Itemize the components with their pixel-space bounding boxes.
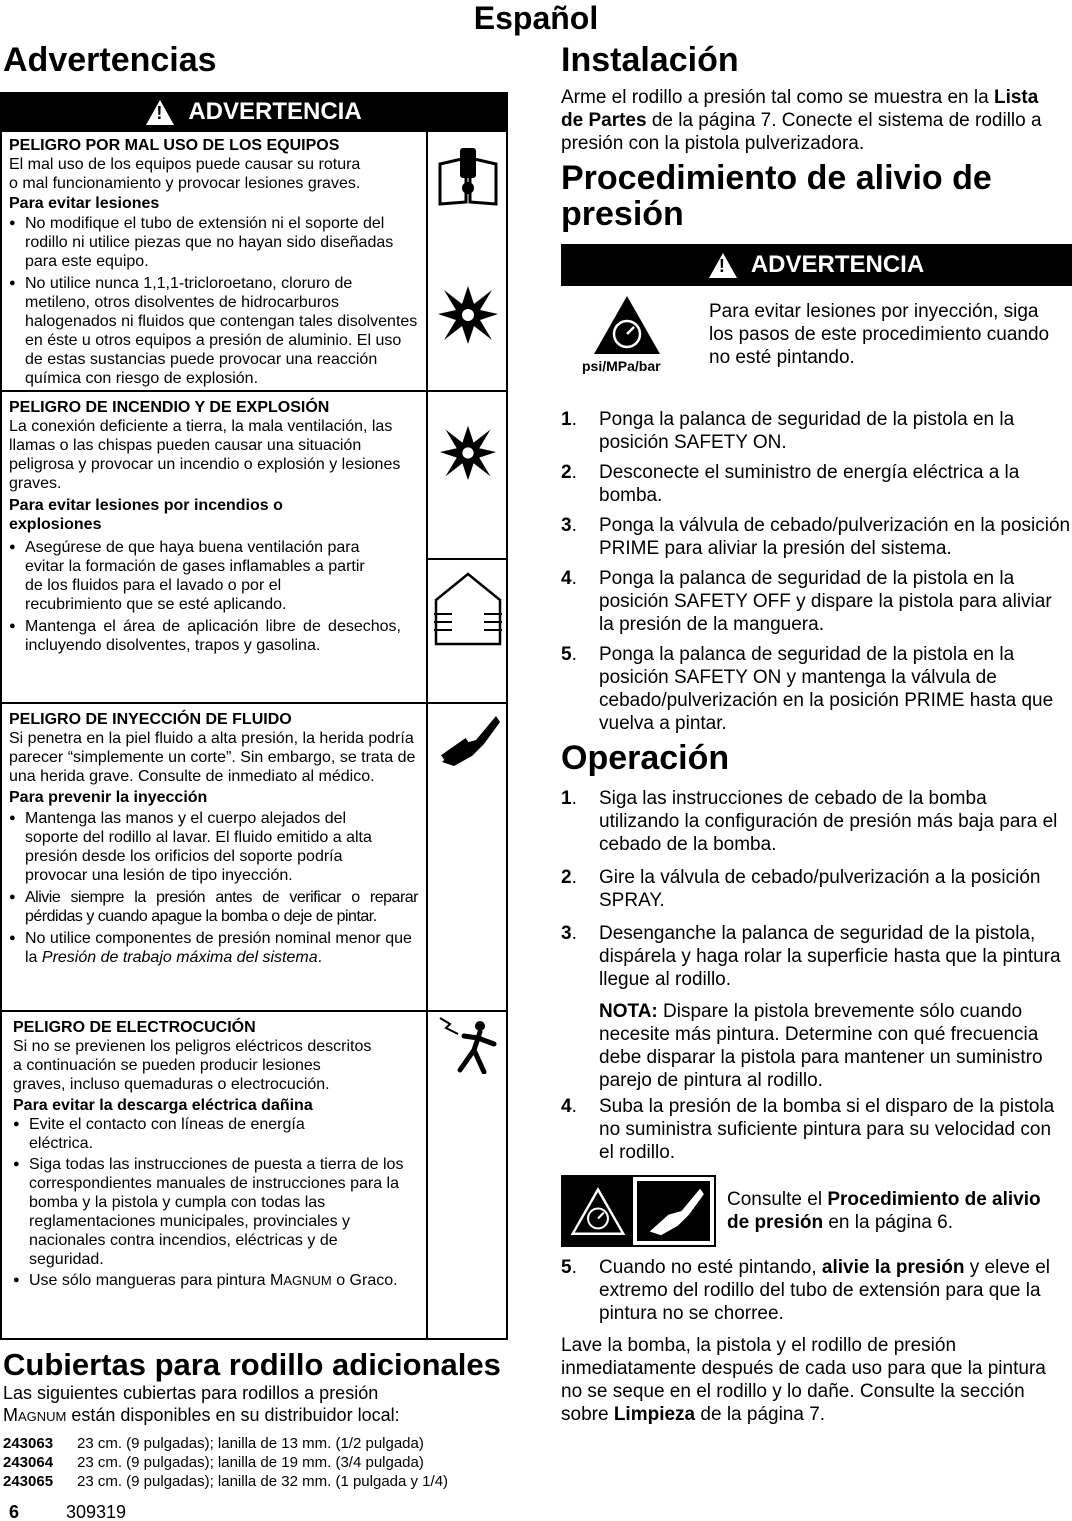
relief-banner-label: ADVERTENCIA — [750, 251, 925, 278]
pressure-gauge-icon — [569, 1185, 627, 1237]
explosion-icon — [436, 282, 500, 346]
injection-subtitle: Para prevenir la inyección — [9, 789, 208, 806]
injection-icon-panel — [637, 1181, 710, 1241]
operation-step: 2. Gire la válvula de cebado/pulverización a la posición SPRAY. — [561, 867, 1041, 911]
page-number: 6 — [9, 1502, 20, 1521]
electrocution-icons — [426, 1012, 506, 1338]
electro-text: Si no se previenen los peligros eléctricos descritos a continuación se pueden producir lesiones graves, incluso quemaduras o electrocución. — [13, 1038, 372, 1093]
warning-banner — [0, 92, 508, 132]
operation-steps — [561, 787, 1071, 991]
relief-steps — [561, 408, 1071, 742]
part-row: 243065 23 cm. (9 pulgadas); lanilla de 32 mm. (1 pulgada y 1/4) — [3, 1473, 449, 1490]
misuse-text-1: El mal uso de los equipos puede causar su rotura — [9, 156, 361, 173]
operation-note: NOTA: Dispare la pistola brevemente sólo cuando necesite más pintura. Determine con qué frecuencia debe disparar la pistola para mantener un suministro parejo de pintura al rodillo. — [599, 1001, 1043, 1091]
operation-steps-cont — [561, 1095, 1071, 1171]
injection-title: PELIGRO DE INYECCIÓN DE FLUIDO — [9, 711, 292, 728]
warning-banner-label: ADVERTENCIA — [188, 98, 362, 125]
relief-warning-banner — [561, 244, 1072, 286]
part-row: 243064 23 cm. (9 pulgadas); lanilla de 19 mm. (3/4 pulgada) — [3, 1454, 424, 1471]
fire-bullet-1: ● Asegúrese de que haya buena ventilación para evitar la formación de gases inflamables a partir de los fluidos para el lavado o por el recubrimiento que se esté aplicando. — [9, 538, 377, 614]
injection-hazard-section — [2, 704, 506, 1012]
injection-bullet-2: ● Alivie siempre la presión antes de verificar o reparar pérdidas y cuando apague la bomba o deje de pintar. — [9, 888, 418, 926]
pressure-icon-panel — [563, 1177, 633, 1245]
electro-bullet-3: ● Use sólo mangueras para pintura MAGNUM o Graco. — [13, 1271, 405, 1290]
relief-step: 4. Ponga la palanca de seguridad de la pistola en la posición SAFETY OFF y dispare la pistola para aliviar la presión de la manguera. — [561, 568, 1052, 635]
injection-text: Si penetra en la piel fluido a alta presión, la herida podría parecer “simplemente un corte”. Sin embargo, se trata de una herida grave. Consulte de inmediato al médico. — [9, 730, 416, 785]
pressure-units-label: psi/MPa/bar — [582, 358, 661, 374]
fire-bullet-2: ● Mantenga el área de aplicación libre de desechos, incluyendo disolventes, trapos y gasolina. — [9, 617, 401, 655]
operation-step: 4. Suba la presión de la bomba si el disparo de la pistola no suministra suficiente pintura para su velocidad con el rodillo. — [561, 1096, 1055, 1163]
reference-icons-box — [561, 1175, 716, 1247]
misuse-title: PELIGRO POR MAL USO DE LOS EQUIPOS — [9, 137, 340, 154]
injection-bullet-3: ● No utilice componentes de presión nominal menor que la Presión de trabajo máxima del sistema. — [9, 929, 418, 967]
operation-step: 3. Desenganche la palanca de seguridad de la pistola, dispárela y haga rolar la superficie hasta que la pintura llegue al rodillo. — [561, 923, 1061, 990]
cleanup-text: Lave la bomba, la pistola y el rodillo de presión inmediatamente después de cada uso para que la pintura no se seque en el rodillo y lo dañe. Consulte la sección sobre Limpieza de la página 7. — [561, 1335, 1046, 1425]
electro-title: PELIGRO DE ELECTROCUCIÓN — [13, 1019, 256, 1036]
relief-heading: Procedimiento de alivio de presión — [561, 159, 992, 233]
injection-icons — [426, 704, 506, 1010]
fire-icons — [426, 392, 506, 702]
hand-injection-icon — [432, 710, 504, 770]
document-number: 309319 — [66, 1502, 127, 1521]
hand-injection-icon — [640, 1183, 708, 1239]
misuse-bullet-1: ● No modifique el tubo de extensión ni el soporte del rodillo ni utilice piezas que no hayan sido diseñadas para este equipo. — [9, 214, 418, 271]
warnings-heading: Advertencias — [3, 41, 217, 79]
misuse-hazard-section — [2, 132, 506, 392]
fire-title: PELIGRO DE INCENDIO Y DE EXPLOSIÓN — [9, 399, 330, 416]
relief-step: 3. Ponga la válvula de cebado/pulverización en la posición PRIME para aliviar la presión del sistema. — [561, 515, 1071, 559]
warning-triangle-icon — [709, 253, 737, 278]
relief-note: Para evitar lesiones por inyección, siga los pasos de este procedimiento cuando no esté pintando. — [709, 301, 1050, 368]
part-row: 243063 23 cm. (9 pulgadas); lanilla de 13 mm. (1/2 pulgada) — [3, 1435, 424, 1452]
misuse-icons — [426, 132, 506, 390]
fire-text: La conexión deficiente a tierra, la mala ventilación, las llamas o las chispas pueden causar una situación peligrosa y provocar un incendio o explosión y lesiones graves. — [9, 418, 401, 492]
explosion-icon — [438, 422, 498, 482]
fire-subtitle: Para evitar lesiones por incendios o explosiones — [9, 497, 283, 533]
reference-text: Consulte el Procedimiento de alivio de presión en la página 6. — [727, 1189, 1041, 1233]
install-text: Arme el rodillo a presión tal como se muestra en la Lista de Partes de la página 7. Conecte el sistema de rodillo a presión con la pistola pulverizadora. — [561, 87, 1042, 154]
operation-step: 5. Cuando no esté pintando, alivie la presión y eleve el extremo del rodillo del tubo de extensión para que la pintura no se chorree. — [561, 1257, 1051, 1324]
injection-bullet-1: ● Mantenga las manos y el cuerpo alejados del soporte del rodillo al lavar. El fluido emitido a alta presión desde los orificios del soporte podría provocar una lesión de tipo inyección. — [9, 809, 401, 885]
misuse-bullet-2: ● No utilice nunca 1,1,1-tricloroetano, cloruro de metileno, otros disolventes de hidrocarburos halogenados ni fluidos que contengan tales disolventes en éste u otros equipos a presión de aluminio. El uso de estas sustancias puede provocar una reacción química con riesgo de explosión. — [9, 274, 418, 388]
ventilation-icon — [432, 570, 504, 648]
operation-steps-final — [561, 1256, 1071, 1332]
operation-step: 1. Siga las instrucciones de cebado de la bomba utilizando la configuración de presión más baja para el cebado de la bomba. — [561, 788, 1058, 855]
page-language-title: Español — [473, 0, 599, 36]
electro-bullet-1: ● Evite el contacto con líneas de energía eléctrica. — [13, 1115, 357, 1153]
covers-parts-list — [3, 1434, 503, 1491]
pressure-gauge-icon — [592, 294, 662, 356]
operation-heading: Operación — [561, 739, 730, 777]
misuse-text-2: o mal funcionamiento y provocar lesiones graves. — [9, 175, 361, 192]
misuse-subtitle: Para evitar lesiones — [9, 195, 160, 212]
electrocution-hazard-section — [2, 1012, 506, 1338]
warnings-table — [0, 132, 508, 1340]
read-manual-icon — [436, 146, 500, 206]
relief-step: 2. Desconecte el suministro de energía eléctrica a la bomba. — [561, 462, 1020, 506]
electrocution-icon — [436, 1014, 500, 1074]
install-heading: Instalación — [561, 41, 739, 79]
warning-triangle-icon — [146, 100, 174, 125]
electro-bullet-2: ● Siga todas las instrucciones de puesta a tierra de los correspondientes manuales de instrucciones para la bomba y la pistola y cumpla con todas las reglamentaciones municipales, provinciales y nacionales contra incendios, eléctricas y de seguridad. — [13, 1155, 405, 1269]
covers-intro: Las siguientes cubiertas para rodillos a presión MAGNUM están disponibles en su distribuidor local: — [3, 1383, 400, 1425]
covers-heading: Cubiertas para rodillo adicionales — [3, 1347, 501, 1382]
electro-subtitle: Para evitar la descarga eléctrica dañina — [13, 1097, 313, 1114]
relief-step: 5. Ponga la palanca de seguridad de la pistola en la posición SAFETY ON y mantenga la válvula de cebado/pulverización en la posición PRIME hasta que vuelva a pintar. — [561, 644, 1054, 734]
relief-step: 1. Ponga la palanca de seguridad de la pistola en la posición SAFETY ON. — [561, 409, 1015, 453]
fire-hazard-section — [2, 392, 506, 704]
